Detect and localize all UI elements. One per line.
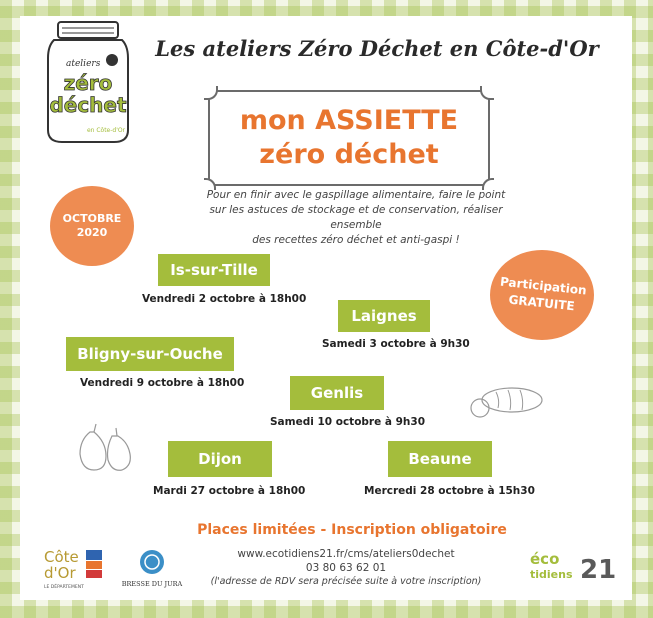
intro-line: des recettes zéro déchet et anti-gaspi ! bbox=[252, 234, 460, 246]
bread-icon bbox=[466, 382, 546, 422]
event-date: Vendredi 2 octobre à 18h00 bbox=[142, 293, 307, 305]
footer-url[interactable]: www.ecotidiens21.fr/cms/ateliers0dechet bbox=[237, 548, 455, 560]
pears-icon bbox=[72, 418, 136, 474]
jar-label-2: déchet bbox=[49, 93, 127, 117]
event-tag-dijon: Dijon bbox=[168, 441, 272, 477]
date-bubble-year: 2020 bbox=[76, 226, 108, 239]
free-bubble-line-2: GRATUITE bbox=[507, 292, 575, 314]
event-tag-is-sur-tille: Is-sur-Tille bbox=[158, 254, 270, 286]
svg-text:21: 21 bbox=[580, 555, 617, 585]
main-title-line-1: mon ASSIETTE bbox=[239, 105, 459, 136]
event-date: Samedi 10 octobre à 9h30 bbox=[270, 416, 426, 428]
svg-text:Côte: Côte bbox=[44, 548, 79, 566]
event-tag-genlis: Genlis bbox=[290, 376, 384, 410]
jar-label-3: en Côte-d'Or bbox=[86, 127, 126, 134]
svg-text:tidiens: tidiens bbox=[530, 568, 573, 581]
svg-text:éco: éco bbox=[530, 550, 560, 568]
ecotidiens21-logo bbox=[528, 548, 617, 588]
event-tag-beaune: Beaune bbox=[388, 441, 492, 477]
svg-text:LE DÉPARTEMENT: LE DÉPARTEMENT bbox=[44, 585, 84, 590]
jar-label-1: zéro bbox=[63, 71, 113, 95]
free-bubble-line-1: Participation bbox=[498, 274, 587, 298]
event-date: Mardi 27 octobre à 18h00 bbox=[153, 485, 306, 497]
page-title: Les ateliers Zéro Déchet en Côte-d'Or bbox=[155, 36, 599, 61]
footer-info bbox=[206, 547, 486, 589]
main-title-box bbox=[208, 90, 490, 186]
cote-dor-logo bbox=[42, 546, 106, 592]
footer-phone: 03 80 63 62 01 bbox=[305, 562, 387, 574]
main-title-line-2: zéro déchet bbox=[259, 139, 439, 170]
date-bubble bbox=[50, 186, 134, 266]
event-date: Mercredi 28 octobre à 15h30 bbox=[364, 485, 535, 497]
event-date: Vendredi 9 octobre à 18h00 bbox=[80, 377, 245, 389]
event-tag-bligny: Bligny-sur-Ouche bbox=[66, 337, 234, 371]
bresse-du-jura-logo bbox=[118, 546, 186, 592]
event-date: Samedi 3 octobre à 9h30 bbox=[322, 338, 470, 350]
jar-logo bbox=[36, 18, 140, 148]
free-bubble bbox=[490, 250, 594, 340]
svg-text:d'Or: d'Or bbox=[44, 564, 76, 582]
jar-small-label: ateliers bbox=[66, 59, 101, 69]
event-tag-laignes: Laignes bbox=[338, 300, 430, 332]
bag-icon bbox=[106, 54, 118, 66]
date-bubble-month: OCTOBRE bbox=[62, 212, 122, 225]
intro-text bbox=[186, 188, 526, 248]
intro-line: sur les astuces de stockage et de conservation, réaliser ensemble bbox=[209, 204, 503, 231]
footer-headline: Places limitées - Inscription obligatoire bbox=[197, 522, 507, 538]
svg-text:BRESSE DU JURA: BRESSE DU JURA bbox=[121, 580, 183, 588]
intro-line: Pour en finir avec le gaspillage alimentaire, faire le point bbox=[206, 189, 506, 201]
footer-note: (l'adresse de RDV sera précisée suite à votre inscription) bbox=[210, 576, 482, 587]
